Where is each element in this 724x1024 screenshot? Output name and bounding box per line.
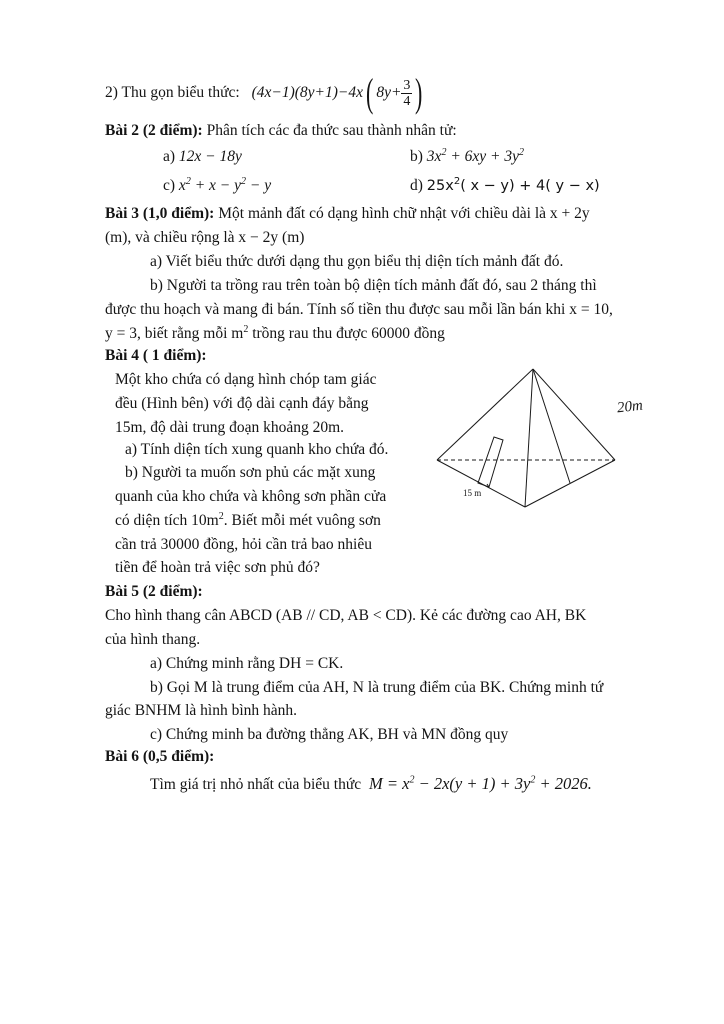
bai5-b1: b) Gọi M là trung điểm của AH, N là trung điểm của BK. Chứng minh tứ [150,679,604,696]
bai4-l6: quanh của kho chứa và không sơn phần cửa [115,488,387,505]
bai4-l4: a) Tính diện tích xung quanh kho chứa đó. [125,441,389,458]
left-paren: ( [365,70,374,116]
fig-slant-label: 20m [616,397,644,417]
bai4-l8: cần trả 30000 đồng, hỏi cần trả bao nhiêu [115,536,372,553]
bai5-a: a) Chứng minh rằng DH = CK. [150,655,344,672]
bai3-title: Bài 3 (1,0 điểm): [105,205,215,222]
bai6-title: Bài 6 (0,5 điểm): [105,748,215,765]
bai3-a: a) Viết biểu thức dưới dạng thu gọn biểu thị diện tích mảnh đất đó. [150,253,564,270]
bai1-question-2 [105,70,426,116]
bai2-intro: Phân tích các đa thức sau thành nhân tử: [206,122,457,139]
bai3-b3: y = 3, biết rằng mỗi $m^2$ trồng rau thu được 60000 đồng [105,323,445,342]
bai2-heading [105,121,457,141]
bai1-q2-expr: (4x−1)(8y+1)−4x( 8y+ $\frac{3}{4}$ ) [251,70,423,116]
bai3-line1: Bài 3 (1,0 điểm): Một mảnh đất có dạng hình chữ nhật với chiều dài là x + 2y [105,205,590,222]
bai4-l2: đều (Hình bên) với độ dài cạnh đáy bằng [115,395,369,412]
bai3-line2: (m), và chiều rộng là x − 2y (m) [105,229,305,246]
bai1-q2-label: 2) Thu gọn biểu thức: [105,84,240,101]
right-paren: ) [415,70,423,116]
bai5-b2: giác BNHM là hình bình hành. [105,702,298,719]
bai2-c: c) $x^2 + x - y^2 - y$ [163,175,272,194]
bai4-l7: có diện tích $10m^2$. Biết mỗi mét vuông sơn [115,510,381,529]
bai2-b: b) $3x^2 + 6xy + 3y^2$ [410,146,524,165]
bai5-l2: của hình thang. [105,631,201,648]
bai4-title: Bài 4 ( 1 điểm): [105,347,207,364]
pyramid-door [478,437,503,487]
bai2-d: d) $25x^2$( x − y) + 4( y − x) [410,176,600,194]
pyramid-apothem [533,369,570,483]
bai5-l1: Cho hình thang cân ABCD (AB // CD, AB < CD). Kẻ các đường cao AH, BK [105,607,587,624]
pyramid-edge-left [437,369,533,460]
pyramid-base-front-left [437,460,525,507]
bai2-a: a) 12x − 18y [163,148,242,165]
fig-base-label: 15 m [463,488,482,498]
pyramid-edge-front [525,369,533,507]
bai5-c: c) Chứng minh ba đường thẳng AK, BH và MN đồng quy [150,726,509,743]
pyramid-figure [425,365,675,515]
bai5-title: Bài 5 (2 điểm): [105,583,203,600]
bai4-l1: Một kho chứa có dạng hình chóp tam giác [115,371,377,388]
bai2-title: Bài 2 (2 điểm): [105,122,203,139]
bai6-question: Tìm giá trị nhỏ nhất của biểu thức $M = x^2 - 2x(y + 1) + 3y^2 + 2026$. [150,774,592,793]
bai4-l9: tiền để hoàn trả việc sơn phủ đó? [115,559,320,576]
pyramid-base-front-right [525,460,615,507]
bai4-l5: b) Người ta muốn sơn phủ các mặt xung [125,464,376,481]
bai4-l3: 15m, độ dài trung đoạn khoảng 20m. [115,419,345,436]
bai3-b2: được thu hoạch và mang đi bán. Tính số tiền thu được sau mỗi lần bán khi x = 10, [105,301,613,318]
fraction: $\frac{3}{4}$ [403,77,411,109]
bai3-b1: b) Người ta trồng rau trên toàn bộ diện tích mảnh đất đó, sau 2 tháng thì [150,277,597,294]
pyramid-edge-right [533,369,615,460]
